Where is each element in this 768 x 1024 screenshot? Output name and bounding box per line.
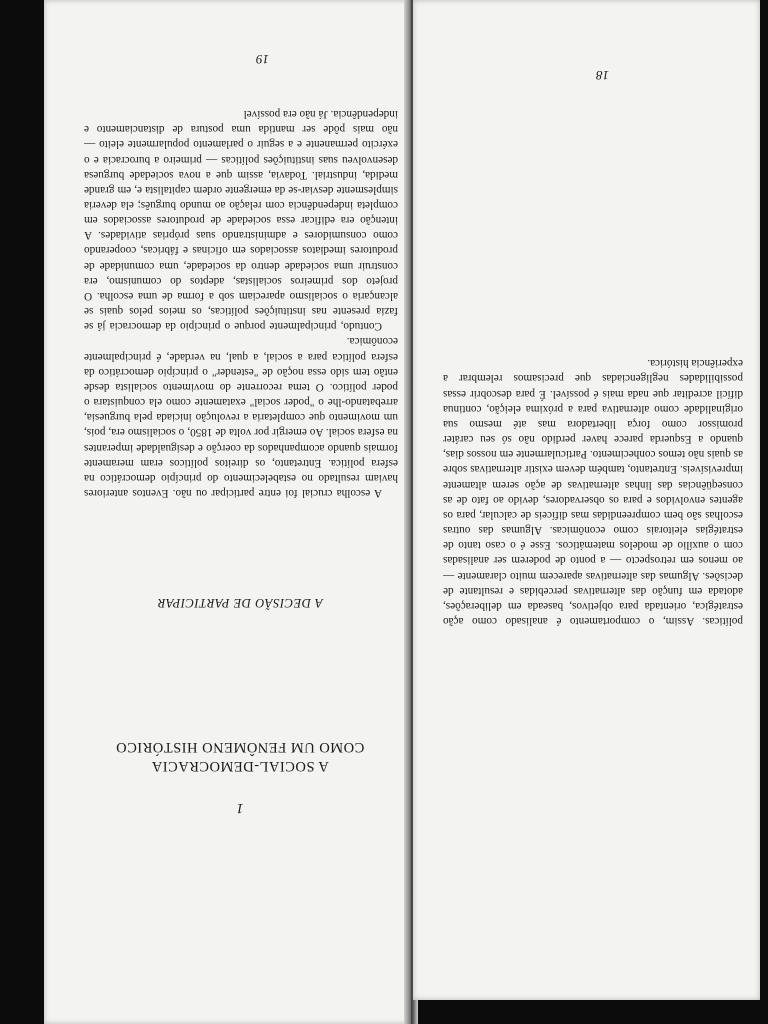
chapter-number: 1 [236, 800, 244, 816]
page-number-18: 18 [596, 68, 609, 83]
paragraph-2: Contudo, principalmente porque o princípio da democracia já se fazia presente nas instituições políticas, os meios pelos quais se alcançaria o socialismo apareciam sob a forma de uma escolha. O projeto dos primeiros socialistas, adeptos do comunismo, era construir uma sociedade dentro da sociedade, uma comunidade de produtores imediatos associados em oficinas e fábricas, cooperando como consumidores e administrando suas próprias atividades. A intenção era edificar essa sociedade de produtores associados em completa independência com relação ao mundo burguês; ela deveria simplesmente desviar-se da emergente ordem capitalista e, em grande medida, industrial. Todavia, assim que a nova sociedade burguesa desenvolveu suas instituições políticas — primeiro a burocracia e o exército permanente e a seguir o parlamento popularmente eleito — não mais pôde ser mantida uma postura de distanciamento e independência. Já não era possível [84, 108, 398, 333]
paragraph-1: A escolha crucial foi entre participar ou não. Eventos anteriores haviam resultado no estabelecimento do princípio democrático na esfera política. Entretanto, os direitos políticos eram meramente formais quando acompanhados da coerção e desigualdade imperantes na esfera social. Ao emergir por volta de 1850, o socialismo era, pois, um movimento que completaria a revolução iniciada pela burguesia, arrebatando-lhe o "poder social" exatamente como ela conquistara o poder político. O tema recorrente do movimento socialista desde então tem sido essa noção de "estender" o princípio democrático da esfera política para a social, a qual, na verdade, é principalmente econômica. [84, 335, 398, 499]
paragraph-continued: políticas. Assim, o comportamento é analisado como ação estratégica, orientada para objetivos, baseada em deliberações, adotada em função das alternativas percebidas e resultante de decisões. Algumas das alternativas aparecem muito claramente — ao menos em retrospecto — a ponto de poderem ser analisadas com o auxílio de modelos matemáticos. Esse é o caso tanto de estratégias eleitorais como econômicas. Algumas das outras escolhas são bem compreendidas mas difíceis de calcular, para os agentes envolvidos e para os observadores, devido ao fato de as conseqüências das linhas alternativas de ação serem altamente imprevisíveis. Entretanto, também devem existir alternativas sobre as quais não temos conhecimento. Particularmente em nossos dias, quando a Esquerda parece haver perdido não só seu caráter promissor como força libertadora mas até mesmo sua originalidade como alternativa para a próxima eleição, continua difícil acreditar que nada mais é possível. É para descobrir essas possibilidades negligenciadas que precisamos relembrar a experiência histórica. [443, 357, 743, 627]
left-page-content [80, 0, 400, 1024]
chapter-title [80, 737, 400, 775]
left-body-text [84, 106, 398, 500]
right-body-text [443, 355, 743, 628]
chapter-title-line-2: COMO UM FENÔMENO HISTÓRICO [115, 739, 365, 755]
chapter-title-line-1: A SOCIAL-DEMOCRACIA [151, 758, 329, 774]
page-number-19: 19 [256, 52, 269, 67]
left-page [44, 0, 410, 1024]
right-page-content [439, 0, 749, 1000]
section-heading: A DECISÃO DE PARTICIPAR [157, 596, 323, 610]
right-page [413, 0, 760, 1000]
